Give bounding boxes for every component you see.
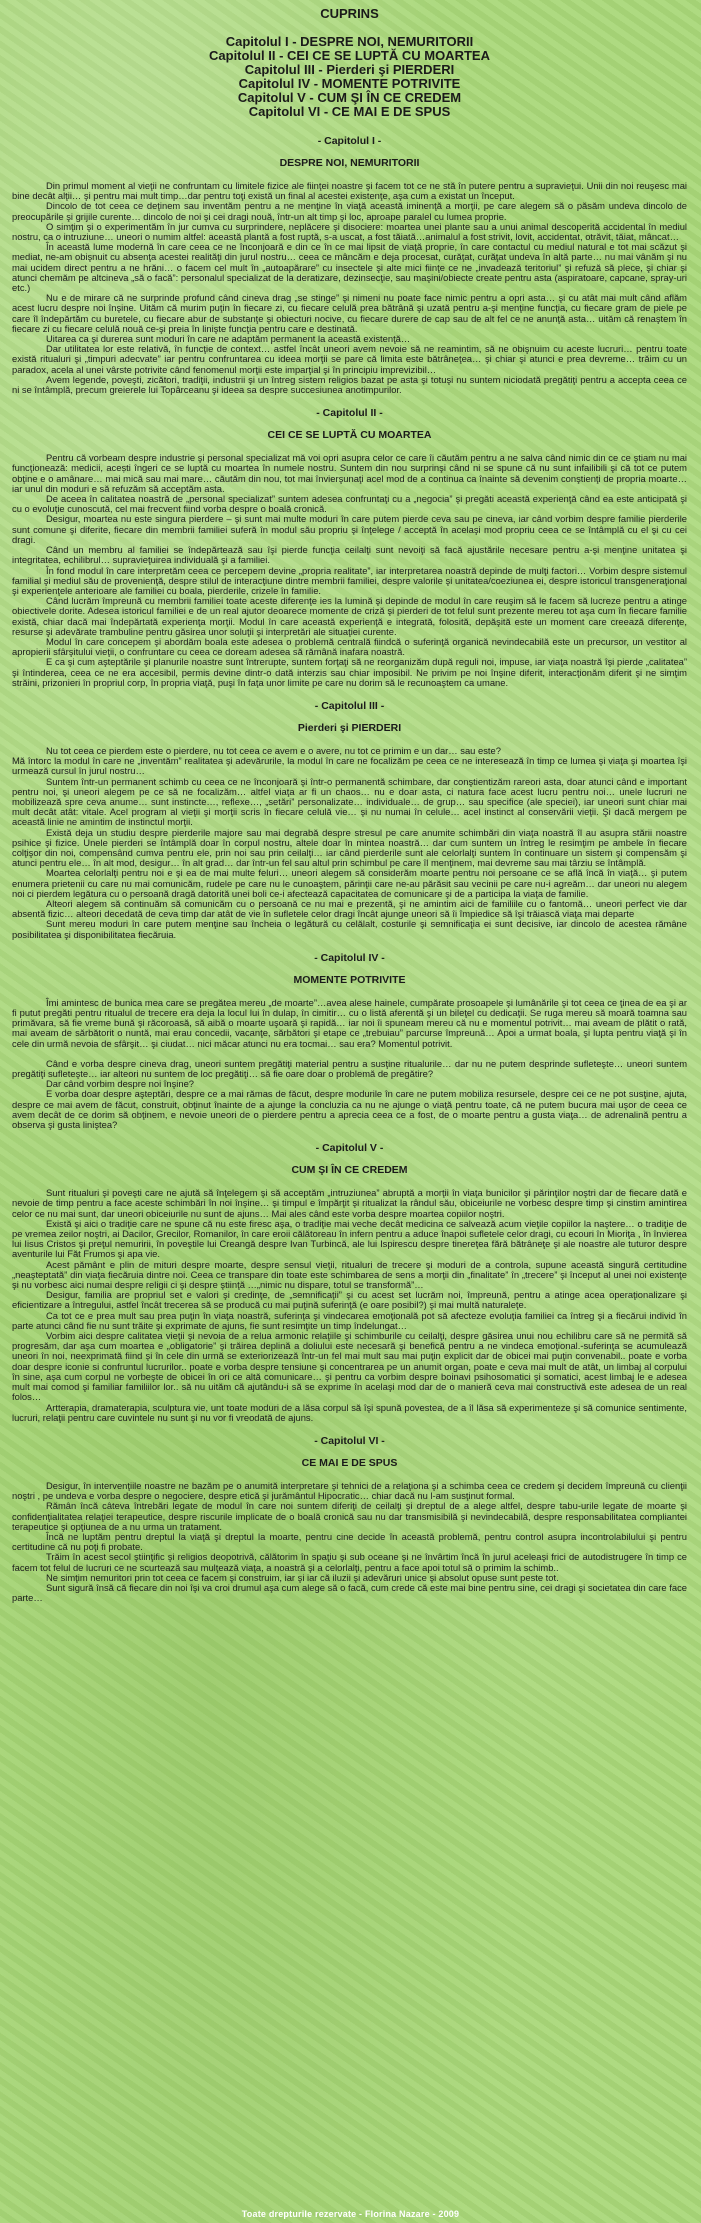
chapter-title: CE MAI E DE SPUS <box>301 1456 398 1469</box>
chapter-paragraph: Pentru că vorbeam despre industrie şi personal specializat mă voi opri asupra celor ce care îi căutăm pentru a ne salva când nimic din ce ce ştiam nu mai funcţionează: medicii, acești îngeri ce se luptă cu moartea în numele nostru. Suntem din nou surprinşi când ni se spune că nu sunt infailibili şi că tot ce putem obţine e o amânare… mai mică sau mai mare… căutăm din nou, tot mai învierşunaţi acel mod de a continua ca înainte să devenim conştienţi de propria moarte… iar unul din moduri e să refuzăm să acceptăm asta. <box>12 452 687 494</box>
chapter-number: - Capitolul II - <box>316 407 383 420</box>
chapter-paragraph: Ne simţim nemuritori prin tot ceea ce facem şi construim, iar şi iar că iluzii şi adevăruri unice şi absolut opuse sunt peste tot. <box>46 1571 559 1583</box>
chapter-paragraph: Nu e de mirare că ne surprinde profund când cineva drag „se stinge” şi nimeni nu poate face nimic pentru a opri asta… şi cu atât mai mult când aflăm acest lucru despre noi înşine. Uităm că murim puţin în fiecare zi, cu fiecare celulă prea bătrână şi uzată pentru a-şi menţine funcţia, cu fiecare gram de piele pe care îl îndepărtăm cu buretele, cu fiecare abur de substanţe şi obiecturi nocive, cu fiecare durere de cap sau de alt fel ce ne anunţă asta… uităm că renaştem în fiecare zi cu fiecare celulă nouă ce-şi preia în linişte funcţia pentru care e destinată. <box>12 292 687 334</box>
chapter-paragraph: Dar când vorbim despre noi înşine? <box>46 1078 194 1090</box>
footer-copyright: Toate drepturile rezervate - Florina Nazare - 2009 <box>241 2209 460 2219</box>
chapter-paragraph: Avem legende, poveşti, zicători, tradiţii, industrii şi un întreg sistem religios bazat pe asta şi totuşi nu suntem niciodată pregătiţi pentru a accepta ceea ce ni se întâmplă, precum greierele lui Topârceanu şi ideea sa despre succesiunea anotimpurilor. <box>12 373 687 396</box>
chapter-number: - Capitolul IV - <box>314 951 385 964</box>
chapter-paragraph: Artterapia, dramaterapia, sculptura vie, unt toate moduri de a lăsa corpul să îşi spună povestea, de a îl lăsa să experimenteze şi să comunice sentimente, lucruri, relaţii pentru care cuvintele nu sunt şi nu vor fi vreodată de ajuns. <box>12 1401 687 1423</box>
chapter-paragraph: Sunt mereu moduri în care putem menţine sau încheia o legătură cu celălalt, costurile şi semnificaţia ei sunt decisive, iar dincolo de acestea rămâne posibilitatea şi disponibilitatea fiecăruia. <box>12 918 687 940</box>
chapter-paragraph: Acest pământ e plin de mituri despre moarte, despre sensul vieţii, ritualuri de trecere şi moduri de a controla, supune această singură certitudine „neaşteptată” din viaţa fiecăruia dintre noi. Ceea ce transpare din toate este schimbarea de sens a morţii din „finalitate” în „trecere” şi început al unei noi existenţe şi nu vorbesc aici numai despre religii ci şi despre ştiinţă …„nimic nu dispare, totul se transformă”… <box>12 1258 687 1291</box>
chapter-paragraph: În fond modul în care interpretăm ceea ce percepem devine „propria realitate”, iar interpretarea noastră depinde de mulţi factori… Vorbim despre sistemul familial şi mediul său de provenienţă, despre stilul de interacţiune dintre membrii familiei, despre valorile şi unitatea/coeziunea ei, despre istoricul transgeneraţional şi experienţele anterioare ale familiei cu boala, pierderile, crizele în familie. <box>12 564 687 596</box>
chapter-paragraph: Când e vorba despre cineva drag, uneori suntem pregătiţi material pentru a susţine ritualurile… dar nu ne putem desprinde sufleteşte… uneori suntem pregătiţi sufleteşte… iar alteori nu suntem de loc pregătiţi… să fie oare doar o problemă de pregătire? <box>12 1057 687 1080</box>
chapter-section <box>12 135 687 395</box>
chapter-paragraph: Există deja un studiu despre pierderile majore sau mai degrabă despre stresul pe care anumite schimbări din viaţa noastră îl au asupra stării noastre psihice şi fizice. Unele pierderi se întâmplă doar în corpul nostru, altele doar în mintea noastră… dar cum suntem un întreg le resimţim pe ambele în fiecare colţişor din noi, compensând cumva pentru ele, prin noi sau prin ceilalţi… iar când pierderile sunt ale celorlalţi suntem în continuare un sistem şi compensăm şi atunci pentru ele… în alt mod, desigur… în alt grad… dar într-un fel sau altul prin schimbul pe care îl menţinem, mai devreme sau mai târziu se întâmplă. <box>12 826 687 869</box>
chapter-number: - Capitolul I - <box>317 135 382 147</box>
page-title: CUPRINS <box>320 6 379 21</box>
toc-item[interactable]: Capitolul III - Pierderi şi PIERDERI <box>244 62 455 77</box>
chapter-title: Pierderi şi PIERDERI <box>297 721 402 734</box>
chapter-paragraph: Mă întorc la modul în care ne „inventăm” realitatea şi adevărurile, la modul în care ne focalizăm pe ceea ce ne interesează în timp ce lumea şi viaţa şi moartea îşi urmează cursul în jurul nostru… <box>12 755 687 777</box>
chapter-paragraph: E ca şi cum aşteptările şi planurile noastre sunt întrerupte, suntem forţaţi să ne reorganizăm după reguli noi, impuse, iar viaţa noastră îşi pierde „calitatea” şi întinderea, ceea ce ne era accesibil, permis devine dintr-o dată interzis sau chiar imposibil. Ne privim pe noi înşine diferit, interacţionăm diferit şi ne simţim străini, prizonieri în propriul corp, în propria viaţă, puşi în faţa unor limite pe care nu dorim să le recunoaştem ca umane. <box>12 656 687 688</box>
toc-item[interactable]: Capitolul II - CEI CE SE LUPTĂ CU MOARTEA <box>209 48 490 63</box>
chapter-paragraph: De aceea în calitatea noastră de „personal specializat” suntem adesea confruntaţi cu a „negocia” şi pregăti această experienţă când ea este anticipată şi cu o evoluţie cunoscută, cel mai frecvent fiind vorba despre o boală cronică. <box>12 493 687 515</box>
chapter-section <box>12 407 687 688</box>
chapter-paragraph: Moartea celorlalţi pentru noi e şi ea de mai multe feluri… uneori alegem să considerăm moarte pentru noi persoane ce se află încă în viaţă… şi putem enumera prietenii cu care nu mai comunicăm, rudele pe care nu le cunoaştem, părinţii care ne-au părăsit sau vecinii pe care nu-i agreăm… dar uneori nu alegem noi ci pierdem legătura cu o persoană dragă datorită unei boli ce-i afectează capacitatea de comunicare şi de a participa la viaţa de familie. <box>12 867 687 899</box>
chapter-paragraph: Din primul moment al vieţii ne confruntam cu limitele fizice ale fiinţei noastre şi facem tot ce ne stă în putere pentru a supravieţui. Unii din noi reuşesc mai bine decât alţii… şi pentru mai mult timp…dar pentru toţi există un final al acestei existenţe, aşa cum a existat un început. <box>12 180 687 202</box>
table-of-contents <box>12 35 687 119</box>
chapter-paragraph: O simţim şi o experimentăm în jur cumva cu surprindere, neplăcere şi disociere: moartea unei plante sau a unui animal descoperită accidental în mediul nostru, ca o intruziune… uneori o numim altfel: această plantă a fost ruptă, s-a uscat, a fost tăiată…animalul a fost strivit, lovit, accidentat, otrăvit, tăiat, mâncat… <box>12 220 687 243</box>
chapter-section <box>12 1435 687 1603</box>
chapter-paragraph: Desigur, moartea nu este singura pierdere – şi sunt mai multe moduri în care putem pierde ceva sau pe cineva, iar când vorbim despre familie pierderile sunt comune şi diferite, fiecare din membrii familiei suferă în modul său propriu şi înţelege / acceptă în acelaşi mod propriu ceea ce se întâmplă cu el şi cu cei dragi. <box>12 513 687 545</box>
chapter-paragraph: Dar utilitatea lor este relativă, în funcţie de context… astfel încât uneori avem nevoie să ne reamintim, să ne obişnuim cu aceste lucruri… pentru toate există ritualuri şi „timpuri adecvate” iar pentru confruntarea cu ideea morţii se pare că limita este bătrâneţea… şi chiar şi atunci e prea devreme… trăim cu un paradox, acela al unei vârste potrivite când fenomenul morţii este imparţial şi în principiu imprevizibil… <box>12 343 687 375</box>
chapter-paragraph: E vorba doar despre aşteptări, despre ce a mai rămas de făcut, despre modurile în care ne putem mobiliza resursele, despre cei ce ne pot susţine, ajuta, despre ce mai avem de făcut, construit, obţinut înainte de a ajunge la concluzia ca nu ne ajunge o viaţă pentru toate, că ne putem bucura mai uşor de ceea ce avem decât de ce dorim să obţinem, e nevoie uneori de o pierdere pentru a aprecia ceea ce a fost, de o moarte pentru a gusta viaţa… de adrenalină pentru a observa şi gusta liniştea? <box>12 1088 687 1131</box>
chapter-paragraph: Dincolo de tot ceea ce deţinem sau inventăm pentru a ne menţine în viaţă această iminenţă a morţii, pe care alegem să o păsăm undeva dincolo de preocupările şi grijile curente… dincolo de noi şi cei dragi nouă, într-un alt timp şi loc, aproape paralel cu lumea proprie. <box>12 200 687 222</box>
chapter-title: MOMENTE POTRIVITE <box>293 973 406 986</box>
chapter-paragraph: Nu tot ceea ce pierdem este o pierdere, nu tot ceea ce avem e o avere, nu tot ce primim e un dar… sau este? <box>46 744 501 756</box>
chapter-paragraph: Rămân încă câteva întrebări legate de modul în care noi suntem diferiţi de ceilalţi şi dreptul de a alege altfel, despre tabu-urile legate de moarte şi confidenţialitatea relaţiei terapeutice, despre riscurile implicate de o boală cronică sau nu dar transmisibilă şi nevindecabilă, despre responsabilitatea compliantei terapeutice şi opţiunea de a nu urma un tratament. <box>12 1500 687 1532</box>
chapter-number: - Capitolul III - <box>314 699 385 712</box>
chapter-paragraph: Vorbim aici despre calitatea vieţii şi nevoia de a relua armonic relaţiile şi schimburile cu ceilalţi, despre găsirea unui nou echilibru care să ne permită să progresăm, dar aşa cum moartea e „obligatorie” şi trăirea deplină a doliului este necesară şi benefică pentru a ne vindeca emoţional.-suferinţa se acumulează uneori în noi, neexprimată fiind şi în cele din urmă se exteriorizează într-un fel mai mult sau mai puţin explicit dar de obicei mai puţin convenabil.. poate e vorba doar despre iconie si confruntul lucrurilor.. poate e vorba despre tensiune şi concentrarea pe un anumit organ, poate e ceva mai mult de atât, un limbaj al corpului în sine, aşa cum corpul ne vorbeşte de obicei în ori ce altă comunicare… şi pentru ca vorbim despre boinavi psihosomatici şi somatici, acest limbaj le e adesea mult mai comod şi familiar familiilor lor.. să nu uităm că ajutându-i să se exprime în acelaşi mod dar de o manieră ceva mai constructivă este adesea de un real folos… <box>12 1330 687 1403</box>
chapter-title: DESPRE NOI, NEMURITORII <box>279 157 420 169</box>
chapter-paragraph: Când un membru al familiei se îndepărtează sau îşi pierde funcţia ceilalţi sunt nevoiţi să facă ajustările necesare pentru a-şi menţine unitatea şi integritatea, echilibrul… supravieţuirea individuală şi a familiei. <box>12 544 687 566</box>
chapter-section <box>12 952 687 1130</box>
chapter-number: - Capitolul V - <box>315 1142 384 1155</box>
chapters <box>12 135 687 1603</box>
chapter-paragraph: Când lucrăm împreună cu membrii familiei toate aceste diferenţe ies la lumină şi depinde de modul în care reuşim să le facem să lucreze pentru a atinge obiectivele dorite. Adesea istoricul familiei e de un real ajutor deoarece momente de criză şi pierderi de tot felul sunt prezente mereu tot aşa cum în fiecare familie există, chiar dacă mai îndepărtată experienţa morţii. Modul în care această experienţă e integrată, folosită, depăşită este un moment care creează diferenţe, resurse şi adevărate trambuline pentru găsirea unor soluţii şi interpretări ale situaţiei curente. <box>12 595 687 637</box>
chapter-paragraph: Sunt sigură însă că fiecare din noi îşi va croi drumul aşa cum alege să o facă, cum crede că este mai bine pentru sine, cei dragi şi societatea din care face parte… <box>12 1581 687 1604</box>
toc-item[interactable]: Capitolul VI - CE MAI E DE SPUS <box>248 104 451 119</box>
chapter-title: CUM ŞI ÎN CE CREDEM <box>291 1164 408 1177</box>
toc-item[interactable]: Capitolul IV - MOMENTE POTRIVITE <box>238 76 461 91</box>
chapter-paragraph: Suntem într-un permanent schimb cu ceea ce ne înconjoară şi într-o permanentă schimbare, dar conştientizăm rareori asta, doar atunci când e important pentru noi, şi uneori alegem pe ce să ne focalizăm… altfel viaţa ar fi un chaos… nu e doar asta, ci natura face acest lucru pentru noi… unele lucruri ne mobilizează spre ceva anume… sunt instincte…, reflexe…, „setări” personalizate… individuale… de grup… sau specifice (ale speciei), iar uneori sunt chiar mai mult decât atât: vitale. Acel program al vieţii şi morţii scris în fiecare celulă vie… şi nu numai în celule… acel instinct al conservării vieţii. Şi dacă mergem pe această linie ne amintim de instinctul morţii. <box>12 775 687 828</box>
chapter-paragraph: În această lume modernă în care ceea ce ne înconjoară e din ce în ce mai lipsit de viaţă proprie, în care contactul cu mediul natural e tot mai scăzut şi mediat, ne-am obişnuit cu absenţa acestei realităţi din jurul nostru… ceea ce mâncăm e deja procesat, curăţat, curăţat undeva în altă parte… nu mai vânăm şi nu mai ucidem direct pentru a ne hrăni… o facem cel mult în „autoapărare” cu insectele şi alte mici fiinţe ce ne „invadează teritoriul” şi refuză să plece, şi chiar şi atunci chemăm pe altcineva „să o facă”: personalul specializat de la deratizare, dezinsecţie, sau maşini/obiecte create pentru asta (aspiratoare, capcane, spray-uri etc.) <box>12 241 687 294</box>
toc-item[interactable]: Capitolul V - CUM ŞI ÎN CE CREDEM <box>237 90 462 105</box>
chapter-title: CEI CE SE LUPTĂ CU MOARTEA <box>267 429 432 442</box>
chapter-paragraph: Îmi amintesc de bunica mea care se pregătea mereu „de moarte”…avea alese hainele, cumpărate prosoapele şi lumânările şi tot ceea ce ţinea de ea şi ar fi putut pregăti pentru ritualul de trecere era deja la locul lui în dulap, în cimitir… cu o listă aferentă şi un bileţel cu dedicaţii. Se ruga mereu să moară toamna sau primăvara, să fie vreme bună şi răcoroasă, să aibă o moarte uşoară şi rapidă… iar noi îi spuneam mereu că nu e momentul potrivit… mai aveam de plătit o rată, mai aveam de sărbătorit o nuntă, mai erau concedii, vacanţe, sărbători şi etape ce „trebuiau” parcurse împreună… Apoi a urmat boala, şi lupta pentru viaţă şi în cele din urmă nevoia de sfârşit… şi ciudat… nici măcar atunci nu era tocmai… sau era? Momentul potrivit. <box>12 996 687 1049</box>
chapter-paragraph: Desigur, în intervenţiile noastre ne bazăm pe o anumită interpretare şi tehnici de a relaţiona şi a schimba ceea ce credem şi decidem împreună cu clienţii noştri , pe undeva e vorba despre o negociere, despre etică şi jurământul Hipocratic… chiar dacă nu l-am susţinut formal. <box>12 1479 687 1502</box>
chapter-paragraph: Ca tot ce e prea mult sau prea puţin în viaţa noastră, suferinţa şi vindecarea emoţională pot să afecteze evoluţia familiei ca întreg şi a fiecărui individ în parte atunci când fie nu sunt trăite şi exprimate de ajuns, fie sunt resimţite un timp îndelungat… <box>12 1309 687 1331</box>
chapter-paragraph: Alteori alegem să continuăm să comunicăm cu o persoană ce nu mai e prezentă, şi ne amintim aici de familiile cu o fantomă… uneori perfect vie dar absentă fizic… alteori decedată de ceva timp dar atât de vie în sufletele celor dragi încât ajunge uneori să îi împiedice să îşi trăiască viaţa mai departe <box>12 897 687 920</box>
chapter-paragraph: Modul în care concepem şi abordăm boala este adesea o problemă centrală fiindcă o suferinţă organică nevindecabilă este un precursor, un vestitor al apropierii sfârşitului vieţii, o confruntare cu ceea ce doream adesea să rămână inafara noastră. <box>12 635 687 658</box>
chapter-paragraph: Desigur, familia are propriul set e valori şi credinţe, de „semnificaţii” şi cu acest set lucrăm noi, împreună, pentru a atinge acea operaţionalizare şi eficientizare a întregului, astfel încât trecerea să se producă cu mai puţină suferinţă (e oare posibil?) şi mai multă naturaleţe. <box>12 1289 687 1311</box>
chapter-number: - Capitolul VI - <box>314 1434 385 1447</box>
chapter-paragraph: Sunt ritualuri şi poveşti care ne ajută să înţelegem şi să acceptăm „intruziunea” abruptă a morţii în viaţa bunicilor şi părinţilor noştri dar de fiecare dată e nevoie de timp pentru a face aceste schimbări în noi înşine… şi timpul e împărţit şi ritualizat la rândul său, obiceiurile ne vorbesc despre timp şi cinstim amintirea celor ce nu mai sunt, dar uneori obiceiurile nu sunt de ajuns… Mai ales când este vorba despre moartea copiilor noştri. <box>12 1187 687 1219</box>
chapter-paragraph: Există şi aici o tradiţie care ne spune că nu este firesc aşa, o tradiţie mai veche decât medicina ce salvează acum vieţile copiilor la naştere… o tradiţie de pe vremea zeilor noştri, ai Dacilor, Grecilor, Romanilor, în care eroii călătoreau în infern pentru a aduce înapoi sufletele celor dragi, cu ecouri în Mioriţa , în învierea lui Iisus Cristos şi preţul nemuririi, în poveştile lui Creangă despre Ivan Turbincă, ale lui Ispirescu despre tinereţea fără bătrâneţe şi ale noastre ale tuturor despre aventurile lui Făt Frumos şi apa vie. <box>12 1217 687 1260</box>
chapter-section <box>12 1142 687 1423</box>
chapter-section <box>12 700 687 940</box>
chapter-paragraph: Încă ne luptăm pentru dreptul la viaţă şi dreptul la moarte, pentru cine decide în această problemă, pentru control asupra incontrolabilului şi pentru certitudine că nu poţi fi probate. <box>12 1530 687 1553</box>
chapter-paragraph: Uitarea ca şi durerea sunt moduri în care ne adaptăm permanent la această existenţă… <box>46 333 411 345</box>
toc-item[interactable]: Capitolul I - DESPRE NOI, NEMURITORII <box>225 34 474 49</box>
chapter-paragraph: Trăim în acest secol ştiinţific şi religios deopotrivă, călătorim în spaţiu şi sub oceane şi ne învârtim încă în jurul aceleaşi frici de autodistrugere în timp ce facem tot felul de lucruri ce ne scurtează sau mulţează viaţa, a noastră şi a celorlalţi, pentru a face apoi totul să o primim la schimb.. <box>12 1551 687 1573</box>
